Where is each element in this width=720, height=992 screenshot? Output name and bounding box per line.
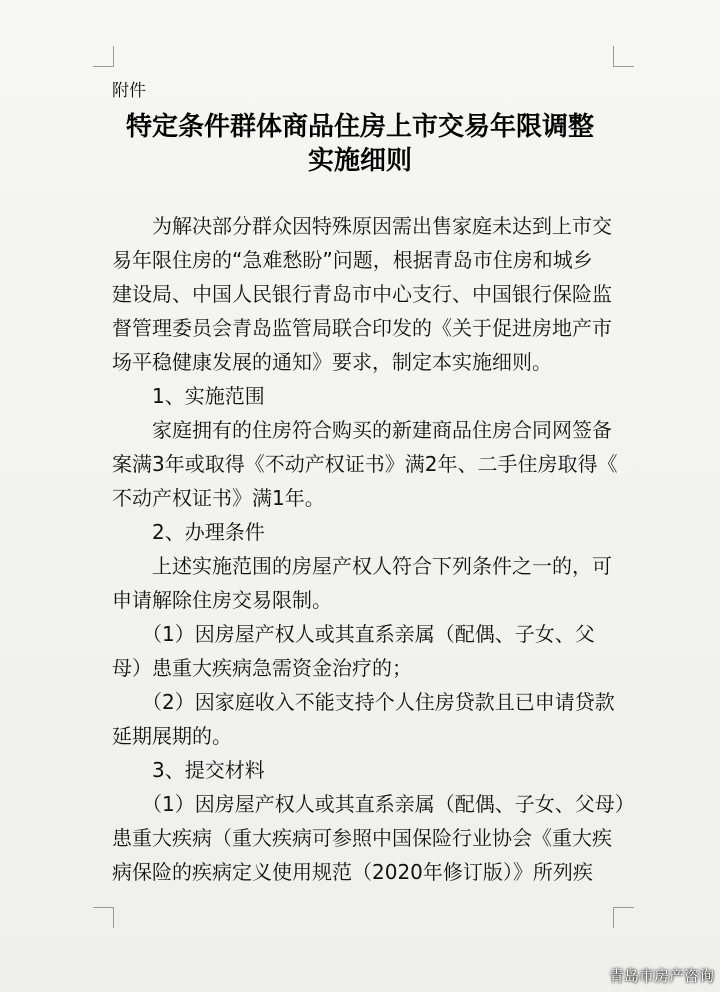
body-line: 母）患重大疾病急需资金治疗的； [112, 656, 412, 680]
section-heading: 3、提交材料 [112, 758, 265, 782]
body-line: （2）因家庭收入不能支持个人住房贷款且已申请贷款 [112, 690, 615, 714]
body-line: 申请解除住房交易限制。 [112, 588, 332, 612]
crop-mark-bottom-right [613, 907, 634, 928]
body-line: （1）因房屋产权人或其直系亲属（配偶、子女、父母） [112, 792, 635, 816]
body-line: 上述实施范围的房屋产权人符合下列条件之一的，可 [112, 554, 612, 578]
body-line: 督管理委员会青岛监管局联合印发的《关于促进房地产市 [112, 316, 612, 340]
section-heading: 1、实施范围 [112, 384, 265, 408]
crop-mark-top-left [93, 46, 114, 67]
body-line: 案满3年或取得《不动产权证书》满2年、二手住房取得《 [112, 452, 618, 476]
body-line: 病保险的疾病定义使用规范（2020年修订版）》所列疾 [112, 860, 593, 884]
body-line: 建设局、中国人民银行青岛市中心支行、中国银行保险监 [112, 282, 612, 306]
watermark-text: 青岛市房产咨询 [608, 967, 714, 985]
section-heading: 2、办理条件 [112, 520, 265, 544]
document-title-line-2: 实施细则 [307, 146, 412, 176]
body-line: （1）因房屋产权人或其直系亲属（配偶、子女、父 [112, 622, 595, 646]
attachment-label: 附件 [112, 81, 146, 101]
body-line: 患重大疾病（重大疾病可参照中国保险行业协会《重大疾 [112, 826, 612, 850]
crop-mark-bottom-left [93, 907, 114, 928]
body-line: 易年限住房的“急难愁盼”问题，根据青岛市住房和城乡 [112, 248, 593, 272]
body-line: 为解决部分群众因特殊原因需出售家庭未达到上市交 [112, 214, 612, 238]
body-line: 场平稳健康发展的通知》要求，制定本实施细则。 [112, 350, 552, 374]
crop-mark-top-right [613, 46, 634, 67]
body-line: 不动产权证书》满1年。 [112, 486, 325, 510]
document-title-line-1: 特定条件群体商品住房上市交易年限调整 [125, 112, 594, 142]
body-line: 延期展期的。 [112, 724, 232, 748]
body-line: 家庭拥有的住房符合购买的新建商品住房合同网签备 [112, 418, 612, 442]
